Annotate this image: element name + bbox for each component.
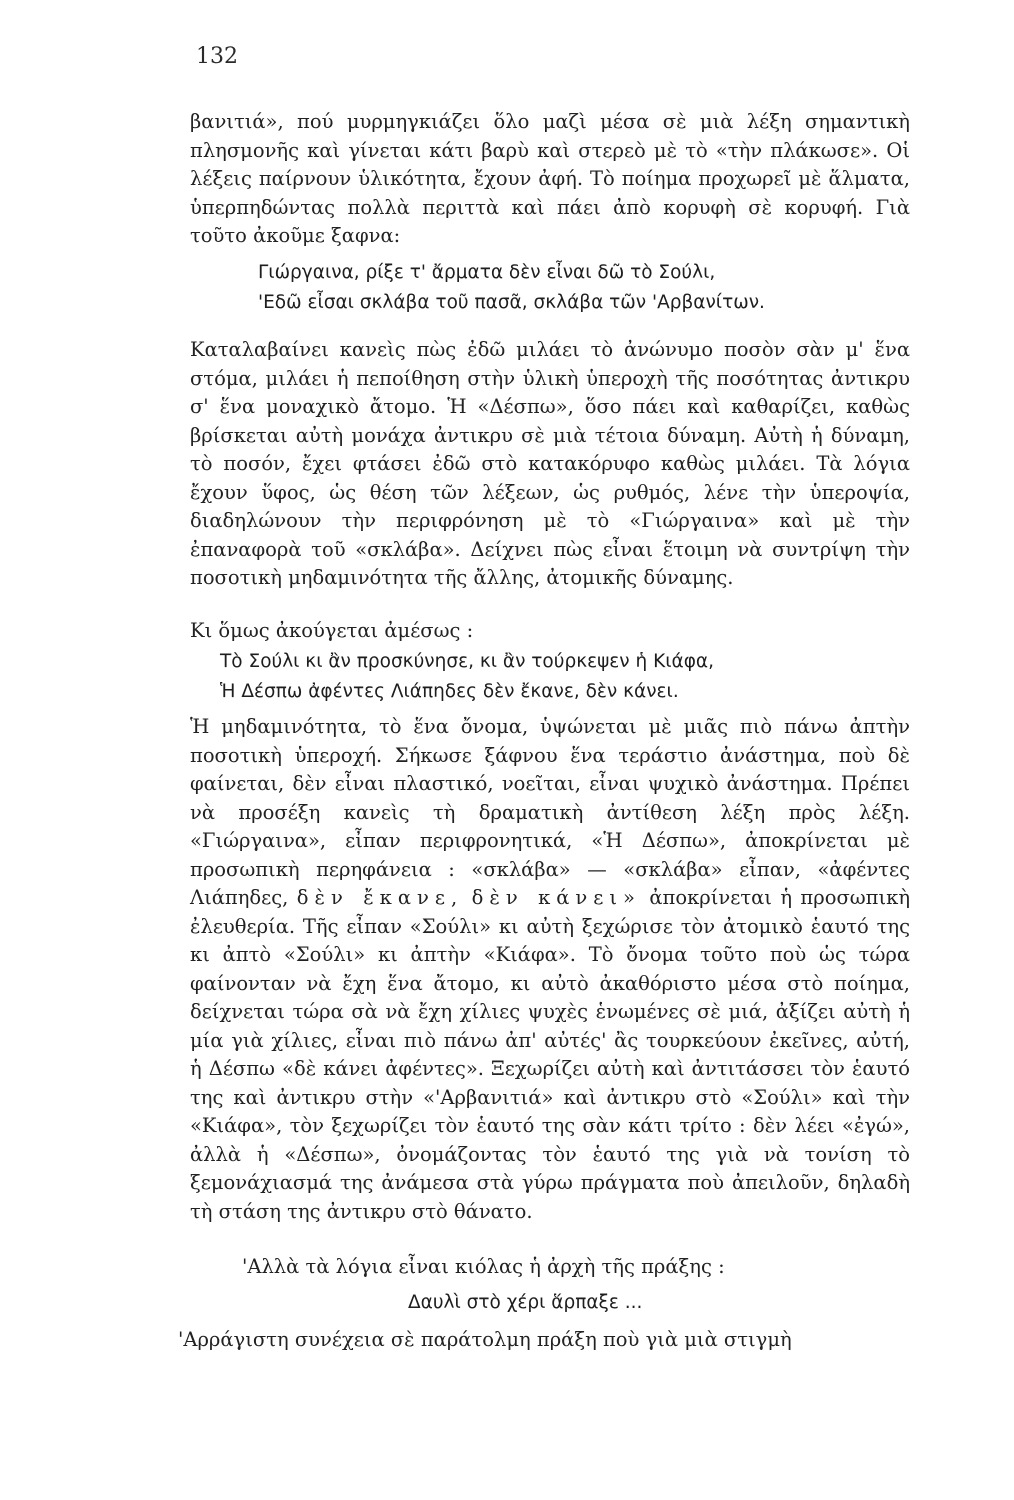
verse-line: Δαυλὶ στὸ χέρι ἅρπαξε ... xyxy=(408,1292,643,1313)
paragraph-4-part-a: Ἡ μηδαμινότητα, τὸ ἕνα ὄνομα, ὑψώνεται μὲ μιᾶς πιὸ πάνω ἀπτὴν ποσοτικὴ ὑπεροχή. Σήκωσε ξάφνου ἕνα τεράστιο ἀνάστημα, ποὺ δὲ φαίνεται, δὲν εἶναι πλαστικό, νοεῖται, εἶναι ψυχικὸ ἀνάστημα. Πρέπει νὰ προσέξη κανεὶς τὴ δραματικὴ ἀντίθεση λέξη πρὸς λέξη. «Γιώργαινα», εἶπαν περιφρονητικά, «Ἡ Δέσπω», ἀποκρίνεται μὲ προσωπικὴ περηφάνεια : «σκλάβα» — «σκλάβα» εἶπαν, «ἀφέντες Λιάπηδες, xyxy=(190,715,910,909)
paragraph-3: Κι ὅμως ἀκούγεται ἀμέσως : xyxy=(190,619,474,642)
paragraph-1: βανιτιά», πού μυρμηγκιάζει ὅλο μαζὶ μέσα σὲ μιὰ λέξη σημαντικὴ πλησμονῆς καὶ γίνεται κάτι βαρὺ καὶ στερεὸ μὲ τὸ «τὴν πλάκωσε». Οἱ λέξεις παίρνουν ὑλικότητα, ἔχουν ἀφή. Τὸ ποίημα προχωρεῖ μὲ ἅλματα, ὑπερπηδώντας πολλὰ περιττὰ καὶ πάει ἀπὸ κορυφὴ σὲ κορυφή. Γιὰ τοῦτο ἀκοῦμε ξαφνα: xyxy=(190,110,910,247)
verse-line: Γιώργαινα, ρίξε τ' ἄρματα δὲν εἶναι δῶ τὸ Σούλι, xyxy=(258,262,716,283)
paragraph-2: Καταλαβαίνει κανεὶς πὼς ἐδῶ μιλάει τὸ ἀνώνυμο ποσὸν σὰν μ' ἕνα στόμα, μιλάει ἡ πεποίθηση στὴν ὑλικὴ ὑπεροχὴ τῆς ποσότητας ἀντικρυ σ' ἕνα μοναχικὸ ἄτομο. Ἡ «Δέσπω», ὅσο πάει καὶ καθαρίζει, καθὼς βρίσκεται αὐτὴ μονάχα ἀντικρυ σὲ μιὰ τέτοια δύναμη. Αὐτὴ ἡ δύναμη, τὸ ποσόν, ἔχει φτάσει ἐδῶ στὸ κατακόρυφο καθὼς μιλάει. Τὰ λόγια ἔχουν ὕφος, ὡς θέση τῶν λέξεων, ὡς ρυθμός, λένε τὴν ὑπεροψία, διαδηλώνουν τὴν περιφρόνηση μὲ τὸ «Γιώργαινα» καὶ μὲ τὴν ἐπαναφορὰ τοῦ «σκλάβα». Δείχνει πὼς εἶναι ἕτοιμη νὰ συντρίψη τὴν ποσοτικὴ μηδαμινότητα τῆς ἄλλης, ἀτομικῆς δύναμης. xyxy=(190,338,910,589)
emphasis-spaced-1: δὲν ἔκανε, xyxy=(296,886,464,909)
paragraph-4 xyxy=(190,713,910,1226)
verse-quote-2 xyxy=(220,647,910,707)
verse-line: 'Εδῶ εἶσαι σκλάβα τοῦ πασᾶ, σκλάβα τῶν 'Αρβανίτων. xyxy=(258,292,765,313)
paragraph-4-part-b: ἀποκρίνεται ἡ προσωπικὴ ἐλευθερία. Τῆς εἶπαν «Σούλι» κι αὐτὴ ξεχώρισε τὸν ἀτομικὸ ἑαυτό της κι ἀπτὸ «Σούλι» κι ἀπτὴν «Κιάφα». Τὸ ὄνομα τοῦτο ποὺ ὡς τώρα φαίνονταν νὰ ἔχη ἕνα ἄτομο, κι αὐτὸ ἀκαθόριστο μέσα στὸ ποίημα, δείχνεται τώρα σὰ νὰ ἔχη χίλιες ψυχὲς ἑνωμένες σὲ μιά, ἀξίζει αὐτὴ ἡ μία γιὰ χίλιες, εἶναι πιὸ πάνω ἀπ' αὐτές' ἂς τουρκεύουν ἐκεῖνες, αὐτή, ἡ Δέσπω «δὲ κάνει ἀφέντες». Ξεχωρίζει αὐτὴ καὶ ἀντιτάσσει τὸν ἑαυτό της καὶ ἀντικρυ στὴν «'Αρβανιτιά» καὶ ἀντικρυ στὸ «Σούλι» καὶ τὴν «Κιάφα», τὸν ξεχωρίζει τὸν ἑαυτό της σὰν κάτι τρίτο : δὲν λέει «ἐγώ», ἀλλὰ ἡ «Δέσπω», ὀνομάζοντας τὸν ἑαυτό της γιὰ νὰ τονίση τὸ ξεμονάχιασμά της ἀνάμεσα στὰ γύρω πράγματα ποὺ ἀπειλοῦν, δηλαδὴ τὴ στάση της ἀντικρυ στὸ θάνατο. xyxy=(190,886,910,1223)
verse-quote-3 xyxy=(408,1288,908,1318)
verse-quote-1 xyxy=(258,258,908,318)
page-number: 132 xyxy=(196,44,238,69)
emphasis-spaced-2: δὲν κάνει» xyxy=(471,886,641,909)
paragraph-5: 'Αλλὰ τὰ λόγια εἶναι κιόλας ἡ ἀρχὴ τῆς πράξης : xyxy=(242,1255,725,1278)
verse-line: Ἡ Δέσπω ἀφέντες Λιάπηδες δὲν ἔκανε, δὲν κάνει. xyxy=(220,681,679,702)
paragraph-6: 'Αρράγιστη συνέχεια σὲ παράτολμη πράξη ποὺ γιὰ μιὰ στιγμὴ xyxy=(178,1328,792,1351)
verse-line: Τὸ Σούλι κι ἂν προσκύνησε, κι ἂν τούρκεψεν ἡ Κιάφα, xyxy=(220,651,714,672)
